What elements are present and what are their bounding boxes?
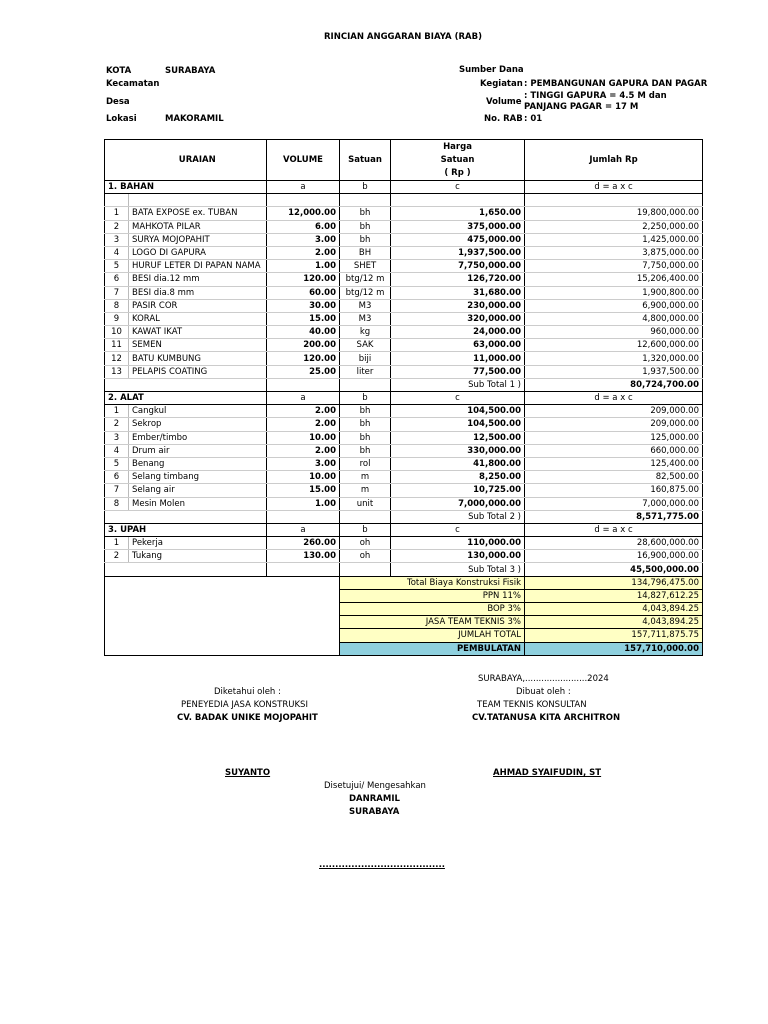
- item-name: SEMEN: [129, 339, 267, 352]
- header-row: [105, 140, 703, 181]
- item-name: PELAPIS COATING: [129, 365, 267, 378]
- col-d-label: d = a x c: [525, 523, 703, 536]
- item-number: 3: [105, 431, 129, 444]
- item-price: 110,000.00: [391, 537, 525, 550]
- kegiatan-label: Kegiatan: [480, 79, 523, 89]
- item-volume: 3.00: [267, 457, 340, 470]
- item-volume: 2.00: [267, 444, 340, 457]
- item-total: 660,000.00: [525, 444, 703, 457]
- item-name: Mesin Molen: [129, 497, 267, 510]
- item-total: 16,900,000.00: [525, 550, 703, 563]
- item-name: Drum air: [129, 444, 267, 457]
- item-total: 125,400.00: [525, 457, 703, 470]
- subtotal-blank: [105, 510, 129, 523]
- item-number: 2: [105, 418, 129, 431]
- item-number: 7: [105, 286, 129, 299]
- kota-label: KOTA: [106, 66, 132, 76]
- subtotal-row: [105, 378, 703, 391]
- item-total: 209,000.00: [525, 405, 703, 418]
- approval-signature-line: .......................................: [319, 860, 445, 870]
- item-number: 6: [105, 273, 129, 286]
- item-price: 31,680.00: [391, 286, 525, 299]
- item-volume: 1.00: [267, 260, 340, 273]
- summary-label: JUMLAH TOTAL: [340, 629, 525, 642]
- item-unit: kg: [340, 326, 391, 339]
- subtotal-blank: [129, 510, 267, 523]
- item-total: 7,000,000.00: [525, 497, 703, 510]
- table-row: [105, 405, 703, 418]
- table-row: [105, 220, 703, 233]
- item-price: 12,500.00: [391, 431, 525, 444]
- desa-label: Desa: [106, 97, 130, 107]
- volume-label: Volume: [486, 97, 522, 107]
- summary-value: 4,043,894.25: [525, 603, 703, 616]
- item-number: 2: [105, 220, 129, 233]
- table-row: [105, 207, 703, 220]
- item-unit: M3: [340, 299, 391, 312]
- item-name: MAHKOTA PILAR: [129, 220, 267, 233]
- item-price: 10,725.00: [391, 484, 525, 497]
- item-volume: 2.00: [267, 418, 340, 431]
- col-c-label: c: [391, 181, 525, 194]
- item-total: 6,900,000.00: [525, 299, 703, 312]
- section-title: 3. UPAH: [105, 523, 267, 536]
- col-a-label: a: [267, 392, 340, 405]
- item-volume: 60.00: [267, 286, 340, 299]
- subtotal-blank: [340, 510, 391, 523]
- sumber-dana-label: Sumber Dana: [459, 65, 524, 75]
- spacer-row: [105, 194, 703, 207]
- col-d-label: d = a x c: [525, 392, 703, 405]
- right-company: CV.TATANUSA KITA ARCHITRON: [472, 713, 621, 723]
- subtotal-blank: [129, 378, 267, 391]
- volume-value-2: PANJANG PAGAR = 17 M: [524, 102, 639, 112]
- col-b-label: b: [340, 523, 391, 536]
- item-number: 11: [105, 339, 129, 352]
- item-price: 11,000.00: [391, 352, 525, 365]
- table-row: [105, 444, 703, 457]
- item-number: 9: [105, 312, 129, 325]
- item-total: 209,000.00: [525, 418, 703, 431]
- rab-table: [104, 139, 703, 656]
- item-number: 4: [105, 246, 129, 259]
- table-row: [105, 260, 703, 273]
- summary-blank: [105, 642, 340, 655]
- item-unit: m: [340, 471, 391, 484]
- header-harga-line1: Harga: [443, 141, 472, 152]
- table-row: [105, 537, 703, 550]
- kecamatan-label: Kecamatan: [106, 79, 160, 89]
- item-total: 1,900,800.00: [525, 286, 703, 299]
- pembulatan-value: 157,710,000.00: [525, 642, 703, 655]
- item-number: 8: [105, 299, 129, 312]
- pembulatan-label: PEMBULATAN: [340, 642, 525, 655]
- header-uraian: URAIAN: [129, 140, 267, 181]
- subtotal-blank: [267, 378, 340, 391]
- subtotal-value: 80,724,700.00: [525, 378, 703, 391]
- item-name: Sekrop: [129, 418, 267, 431]
- table-row: [105, 246, 703, 259]
- header-harga-line3: ( Rp ): [444, 167, 471, 178]
- item-unit: oh: [340, 550, 391, 563]
- table-row: [105, 312, 703, 325]
- item-name: Cangkul: [129, 405, 267, 418]
- place-date: SURABAYA,.......................2024: [478, 674, 609, 684]
- summary-value: 157,711,875.75: [525, 629, 703, 642]
- item-unit: biji: [340, 352, 391, 365]
- item-total: 28,600,000.00: [525, 537, 703, 550]
- kegiatan-value: : PEMBANGUNAN GAPURA DAN PAGAR: [524, 79, 708, 89]
- item-name: KAWAT IKAT: [129, 326, 267, 339]
- col-a-label: a: [267, 523, 340, 536]
- item-total: 4,800,000.00: [525, 312, 703, 325]
- item-price: 24,000.00: [391, 326, 525, 339]
- item-price: 63,000.00: [391, 339, 525, 352]
- item-number: 13: [105, 365, 129, 378]
- table-row: [105, 286, 703, 299]
- item-number: 12: [105, 352, 129, 365]
- item-name: Benang: [129, 457, 267, 470]
- table-row: [105, 550, 703, 563]
- item-price: 8,250.00: [391, 471, 525, 484]
- item-price: 1,937,500.00: [391, 246, 525, 259]
- volume-value-1: : TINGGI GAPURA = 4.5 M dan: [524, 91, 667, 101]
- left-signer-name: SUYANTO: [225, 768, 271, 778]
- table-row: [105, 299, 703, 312]
- item-price: 104,500.00: [391, 418, 525, 431]
- summary-value: 4,043,894.25: [525, 616, 703, 629]
- norab-label: No. RAB: [484, 114, 523, 124]
- section-title: 1. BAHAN: [105, 181, 267, 194]
- item-name: BESI dia.12 mm: [129, 273, 267, 286]
- item-price: 41,800.00: [391, 457, 525, 470]
- summary-label: Total Biaya Konstruksi Fisik: [340, 576, 525, 589]
- subtotal-value: 45,500,000.00: [525, 563, 703, 576]
- item-price: 130,000.00: [391, 550, 525, 563]
- section-title: 2. ALAT: [105, 392, 267, 405]
- item-total: 15,206,400.00: [525, 273, 703, 286]
- item-total: 960,000.00: [525, 326, 703, 339]
- summary-blank: [105, 576, 340, 589]
- item-price: 475,000.00: [391, 233, 525, 246]
- item-name: Selang timbang: [129, 471, 267, 484]
- item-volume: 15.00: [267, 484, 340, 497]
- item-number: 10: [105, 326, 129, 339]
- summary-label: BOP 3%: [340, 603, 525, 616]
- item-number: 6: [105, 471, 129, 484]
- item-total: 1,320,000.00: [525, 352, 703, 365]
- item-unit: BH: [340, 246, 391, 259]
- table-row: [105, 365, 703, 378]
- item-name: BATA EXPOSE ex. TUBAN: [129, 207, 267, 220]
- item-total: 1,937,500.00: [525, 365, 703, 378]
- right-signer-name: AHMAD SYAIFUDIN, ST: [493, 768, 602, 778]
- item-name: HURUF LETER DI PAPAN NAMA: [129, 260, 267, 273]
- right-sign-line1: Dibuat oleh :: [516, 687, 571, 697]
- item-volume: 120.00: [267, 352, 340, 365]
- col-c-label: c: [391, 392, 525, 405]
- item-volume: 10.00: [267, 471, 340, 484]
- header-volume: VOLUME: [267, 140, 340, 181]
- section-header-row: [105, 392, 703, 405]
- left-sign-line2: PENEYEDIA JASA KONSTRUKSI: [181, 700, 308, 710]
- col-a-label: a: [267, 181, 340, 194]
- item-unit: liter: [340, 365, 391, 378]
- left-company: CV. BADAK UNIKE MOJOPAHIT: [177, 713, 318, 723]
- lokasi-value: MAKORAMIL: [165, 114, 224, 124]
- item-unit: bh: [340, 418, 391, 431]
- approval-city: SURABAYA: [349, 807, 400, 817]
- table-row: [105, 471, 703, 484]
- item-name: PASIR COR: [129, 299, 267, 312]
- item-price: 1,650.00: [391, 207, 525, 220]
- item-volume: 260.00: [267, 537, 340, 550]
- table-row: [105, 431, 703, 444]
- item-unit: unit: [340, 497, 391, 510]
- item-number: 5: [105, 457, 129, 470]
- table-row: [105, 273, 703, 286]
- item-volume: 40.00: [267, 326, 340, 339]
- right-sign-line2: TEAM TEKNIS KONSULTAN: [477, 700, 587, 710]
- item-total: 19,800,000.00: [525, 207, 703, 220]
- item-volume: 15.00: [267, 312, 340, 325]
- section-header-row: [105, 181, 703, 194]
- kota-value: SURABAYA: [165, 66, 216, 76]
- header-harga-line2: Satuan: [440, 154, 475, 165]
- item-name: Pekerja: [129, 537, 267, 550]
- item-price: 230,000.00: [391, 299, 525, 312]
- summary-blank: [105, 629, 340, 642]
- item-unit: m: [340, 484, 391, 497]
- item-volume: 30.00: [267, 299, 340, 312]
- item-volume: 10.00: [267, 431, 340, 444]
- approval-label: Disetujui/ Mengesahkan: [324, 781, 426, 791]
- item-number: 2: [105, 550, 129, 563]
- summary-value: 134,796,475.00: [525, 576, 703, 589]
- subtotal-blank: [267, 563, 340, 576]
- pembulatan-row: [105, 642, 703, 655]
- item-name: BESI dia.8 mm: [129, 286, 267, 299]
- item-price: 7,750,000.00: [391, 260, 525, 273]
- item-number: 4: [105, 444, 129, 457]
- item-volume: 2.00: [267, 405, 340, 418]
- item-volume: 130.00: [267, 550, 340, 563]
- summary-value: 14,827,612.25: [525, 589, 703, 602]
- item-total: 7,750,000.00: [525, 260, 703, 273]
- item-unit: oh: [340, 537, 391, 550]
- item-total: 160,875.00: [525, 484, 703, 497]
- item-name: BATU KUMBUNG: [129, 352, 267, 365]
- summary-blank: [105, 616, 340, 629]
- subtotal-blank: [267, 510, 340, 523]
- item-number: 1: [105, 207, 129, 220]
- item-volume: 3.00: [267, 233, 340, 246]
- item-price: 320,000.00: [391, 312, 525, 325]
- summary-row: [105, 603, 703, 616]
- item-name: LOGO DI GAPURA: [129, 246, 267, 259]
- summary-label: PPN 11%: [340, 589, 525, 602]
- col-b-label: b: [340, 181, 391, 194]
- item-unit: SAK: [340, 339, 391, 352]
- item-unit: bh: [340, 207, 391, 220]
- table-row: [105, 497, 703, 510]
- item-unit: btg/12 m: [340, 273, 391, 286]
- spacer-cell: [391, 194, 525, 207]
- item-volume: 2.00: [267, 246, 340, 259]
- item-total: 2,250,000.00: [525, 220, 703, 233]
- item-name: KORAL: [129, 312, 267, 325]
- norab-value: : 01: [524, 114, 543, 124]
- item-unit: btg/12 m: [340, 286, 391, 299]
- summary-row: [105, 616, 703, 629]
- item-total: 125,000.00: [525, 431, 703, 444]
- item-price: 77,500.00: [391, 365, 525, 378]
- item-number: 3: [105, 233, 129, 246]
- col-d-label: d = a x c: [525, 181, 703, 194]
- table-row: [105, 233, 703, 246]
- summary-row: [105, 576, 703, 589]
- col-c-label: c: [391, 523, 525, 536]
- subtotal-blank: [340, 378, 391, 391]
- item-total: 12,600,000.00: [525, 339, 703, 352]
- item-name: Tukang: [129, 550, 267, 563]
- item-price: 375,000.00: [391, 220, 525, 233]
- subtotal-row: [105, 563, 703, 576]
- item-price: 126,720.00: [391, 273, 525, 286]
- item-unit: bh: [340, 431, 391, 444]
- summary-blank: [105, 589, 340, 602]
- subtotal-value: 8,571,775.00: [525, 510, 703, 523]
- item-number: 5: [105, 260, 129, 273]
- table-row: [105, 352, 703, 365]
- approval-title: DANRAMIL: [349, 794, 400, 804]
- spacer-cell: [340, 194, 391, 207]
- summary-row: [105, 629, 703, 642]
- item-total: 3,875,000.00: [525, 246, 703, 259]
- item-unit: rol: [340, 457, 391, 470]
- item-name: Ember/timbo: [129, 431, 267, 444]
- subtotal-row: [105, 510, 703, 523]
- item-number: 1: [105, 405, 129, 418]
- item-price: 330,000.00: [391, 444, 525, 457]
- subtotal-blank: [340, 563, 391, 576]
- item-total: 82,500.00: [525, 471, 703, 484]
- col-b-label: b: [340, 392, 391, 405]
- item-unit: bh: [340, 405, 391, 418]
- item-name: Selang air: [129, 484, 267, 497]
- summary-row: [105, 589, 703, 602]
- lokasi-label: Lokasi: [106, 114, 137, 124]
- item-unit: bh: [340, 233, 391, 246]
- item-volume: 25.00: [267, 365, 340, 378]
- table-row: [105, 457, 703, 470]
- item-volume: 12,000.00: [267, 207, 340, 220]
- item-volume: 1.00: [267, 497, 340, 510]
- spacer-cell: [525, 194, 703, 207]
- item-total: 1,425,000.00: [525, 233, 703, 246]
- item-unit: SHET: [340, 260, 391, 273]
- item-price: 7,000,000.00: [391, 497, 525, 510]
- item-unit: M3: [340, 312, 391, 325]
- item-number: 1: [105, 537, 129, 550]
- table-row: [105, 484, 703, 497]
- subtotal-blank: [105, 378, 129, 391]
- spacer-cell: [105, 194, 129, 207]
- item-number: 8: [105, 497, 129, 510]
- spacer-cell: [267, 194, 340, 207]
- summary-blank: [105, 603, 340, 616]
- item-unit: bh: [340, 220, 391, 233]
- left-sign-line1: Diketahui oleh :: [214, 687, 281, 697]
- table-row: [105, 339, 703, 352]
- table-row: [105, 326, 703, 339]
- table-row: [105, 418, 703, 431]
- subtotal-blank: [129, 563, 267, 576]
- summary-label: JASA TEAM TEKNIS 3%: [340, 616, 525, 629]
- header-harga: [391, 140, 525, 181]
- item-name: SURYA MOJOPAHIT: [129, 233, 267, 246]
- item-volume: 200.00: [267, 339, 340, 352]
- subtotal-blank: [105, 563, 129, 576]
- subtotal-label: Sub Total 1 ): [391, 378, 525, 391]
- item-unit: bh: [340, 444, 391, 457]
- item-volume: 120.00: [267, 273, 340, 286]
- subtotal-label: Sub Total 2 ): [391, 510, 525, 523]
- header-satuan: Satuan: [340, 140, 391, 181]
- item-volume: 6.00: [267, 220, 340, 233]
- section-header-row: [105, 523, 703, 536]
- spacer-cell: [129, 194, 267, 207]
- header-jumlah: Jumlah Rp: [525, 140, 703, 181]
- page-title: RINCIAN ANGGARAN BIAYA (RAB): [324, 32, 482, 42]
- item-price: 104,500.00: [391, 405, 525, 418]
- rab-body: [105, 140, 703, 656]
- item-number: 7: [105, 484, 129, 497]
- subtotal-label: Sub Total 3 ): [391, 563, 525, 576]
